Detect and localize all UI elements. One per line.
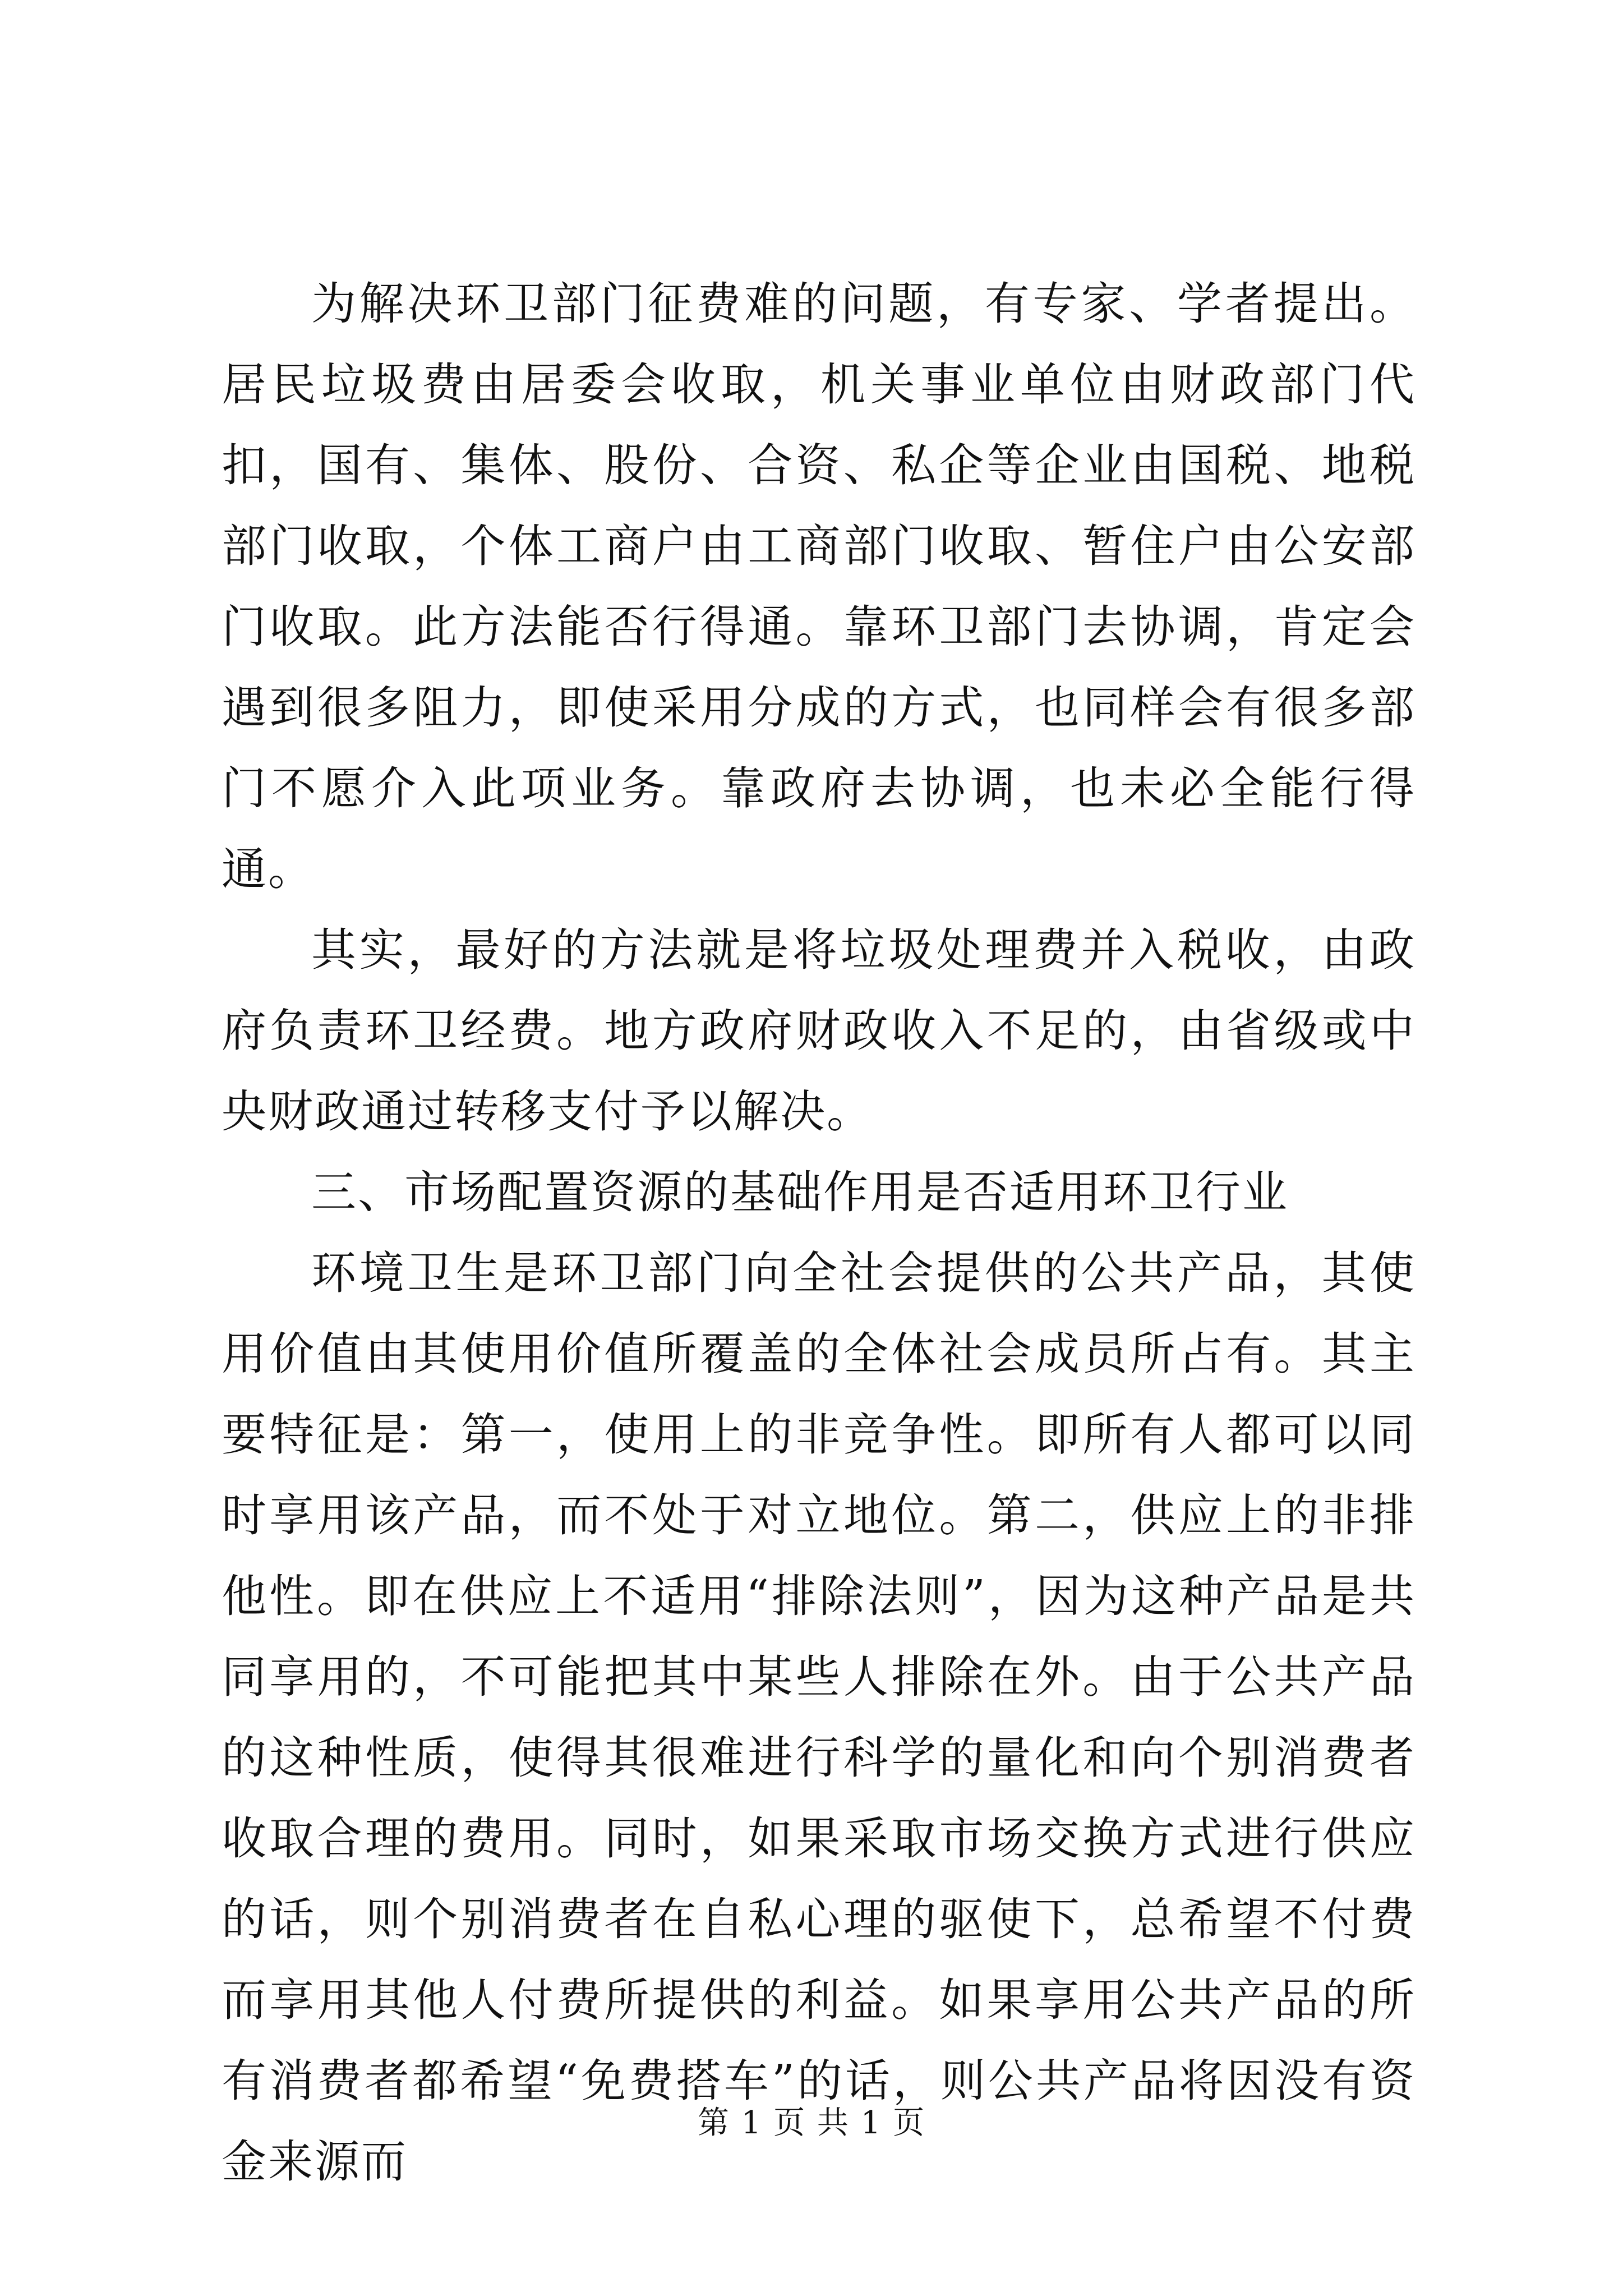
page-footer: 第 1 页 共 1 页 (697, 2105, 926, 2141)
section-heading-market-allocation: 三、市场配置资源的基础作用是否适用环卫行业 (311, 1166, 1289, 1218)
paragraph-tax-solution: 其实，最好的方法就是将垃圾处理费并入税收，由政府负责环卫经费。地方政府财政收入不足的，由省级或中央财政通过转移支付予以解决。 (222, 924, 1416, 1138)
paragraph-fee-collection: 为解决环卫部门征费难的问题，有专家、学者提出。居民垃圾费由居委会收取，机关事业单位由财政部门代扣，国有、集体、股份、合资、私企等企业由国税、地税部门收取，个体工商户由工商部门收取、暂住户由公安部门收取。此方法能否行得通。靠环卫部门去协调，肯定会遇到很多阻力，即使采用分成的方式，也同样会有很多部门不愿介入此项业务。靠政府去协调，也未必全能行得通。 (222, 278, 1416, 895)
document-body (222, 264, 1416, 2202)
paragraph-public-goods: 环境卫生是环卫部门向全社会提供的公共产品，其使用价值由其使用价值所覆盖的全体社会成员所占有。其主要特征是：第一，使用上的非竞争性。即所有人都可以同时享用该产品，而不处于对立地位。第二，供应上的非排他性。即在供应上不适用“排除法则”，因为这种产品是共同享用的，不可能把其中某些人排除在外。由于公共产品的这种性质，使得其很难进行科学的量化和向个别消费者收取合理的费用。同时，如果采取市场交换方式进行供应的话，则个别消费者在自私心理的驱使下，总希望不付费而享用其他人付费所提供的利益。如果享用公共产品的所有消费者都希望“免费搭车”的话，则公共产品将因没有资金来源而 (222, 1247, 1416, 2188)
